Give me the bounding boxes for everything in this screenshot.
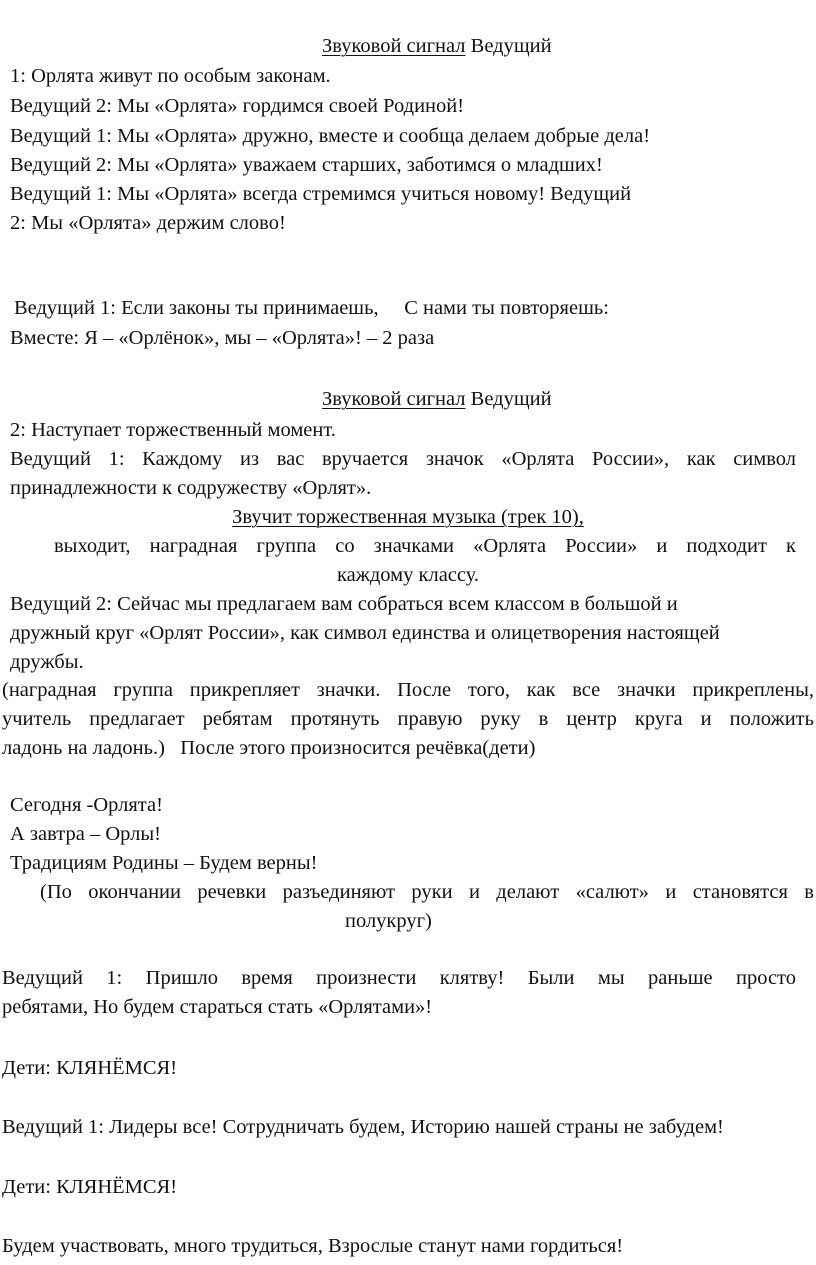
chant-line: А завтра – Орлы! [10,823,161,845]
text-line: Ведущий 2: Мы «Орлята» уважаем старших, заботимся о младших! [10,154,603,176]
text-line: Ведущий 1: Лидеры все! Сотрудничать будем, Историю нашей страны не забудем! [2,1116,724,1138]
text-line: Ведущий 2: Сейчас мы предлагаем вам собраться всем классом в большой и [10,593,678,615]
chant-line: Сегодня -Орлята! [10,794,163,816]
sound-signal-label: Звуковой сигнал [322,388,466,410]
text-line: Дети: КЛЯНЁМСЯ! [2,1176,178,1198]
text-line: Ведущий 1: Каждому из вас вручается значок «Орлята России», как символ [10,448,796,470]
text-line: полукруг) [345,910,432,932]
sound-signal-label: Звуковой сигнал [322,35,466,57]
text-line: ребятами, Но будем стараться стать «Орлятами»! [2,996,433,1018]
text-line: 1: Орлята живут по особым законам. [10,65,331,87]
sound-signal-heading-2 [322,389,552,410]
text-line: Будем участвовать, много трудиться, Взрослые станут нами гордиться! [2,1235,624,1257]
text-line: (По окончании речевки разъединяют руки и делают «салют» и становятся в [40,881,814,903]
sound-signal-rest: Ведущий [465,35,552,57]
sound-signal-rest: Ведущий [465,388,552,410]
text-line: Дети: КЛЯНЁМСЯ! [2,1057,178,1079]
chant-line: Традициям Родины – Будем верны! [10,852,318,874]
text-line: Ведущий 1: Пришло время произнести клятву! Были мы раньше просто [2,967,796,989]
text-line: дружбы. [10,651,84,673]
text-line: 2: Наступает торжественный момент. [10,419,336,441]
text-line: Ведущий 1: Мы «Орлята» всегда стремимся учиться новому! Ведущий [10,183,632,205]
text-line: 2: Мы «Орлята» держим слово! [10,212,286,234]
text-line: принадлежности к содружеству «Орлят». [10,477,372,499]
text-line: учитель предлагает ребятам протянуть правую руку в центр круга и положить [2,708,814,730]
sound-signal-heading-1 [322,36,552,57]
text-line: Ведущий 1: Мы «Орлята» дружно, вместе и сообща делаем добрые дела! [10,125,651,147]
text-line: выходит, наградная группа со значками «Орлята России» и подходит к [54,535,796,557]
text-line: Ведущий 2: Мы «Орлята» гордимся своей Родиной! [10,95,465,117]
music-cue: Звучит торжественная музыка (трек 10), [232,506,584,528]
text-line: ладонь на ладонь.) После этого произносится речёвка(дети) [2,737,536,759]
text-line: Вместе: Я – «Орлёнок», мы – «Орлята»! – 2 раза [10,327,435,349]
text-line: Ведущий 1: Если законы ты принимаешь, С нами ты повторяешь: [14,297,609,319]
text-line: каждому классу. [336,564,480,586]
text-line: (наградная группа прикрепляет значки. После того, как все значки прикреплены, [2,679,814,701]
text-line: дружный круг «Орлят России», как символ единства и олицетворения настоящей [10,622,720,644]
